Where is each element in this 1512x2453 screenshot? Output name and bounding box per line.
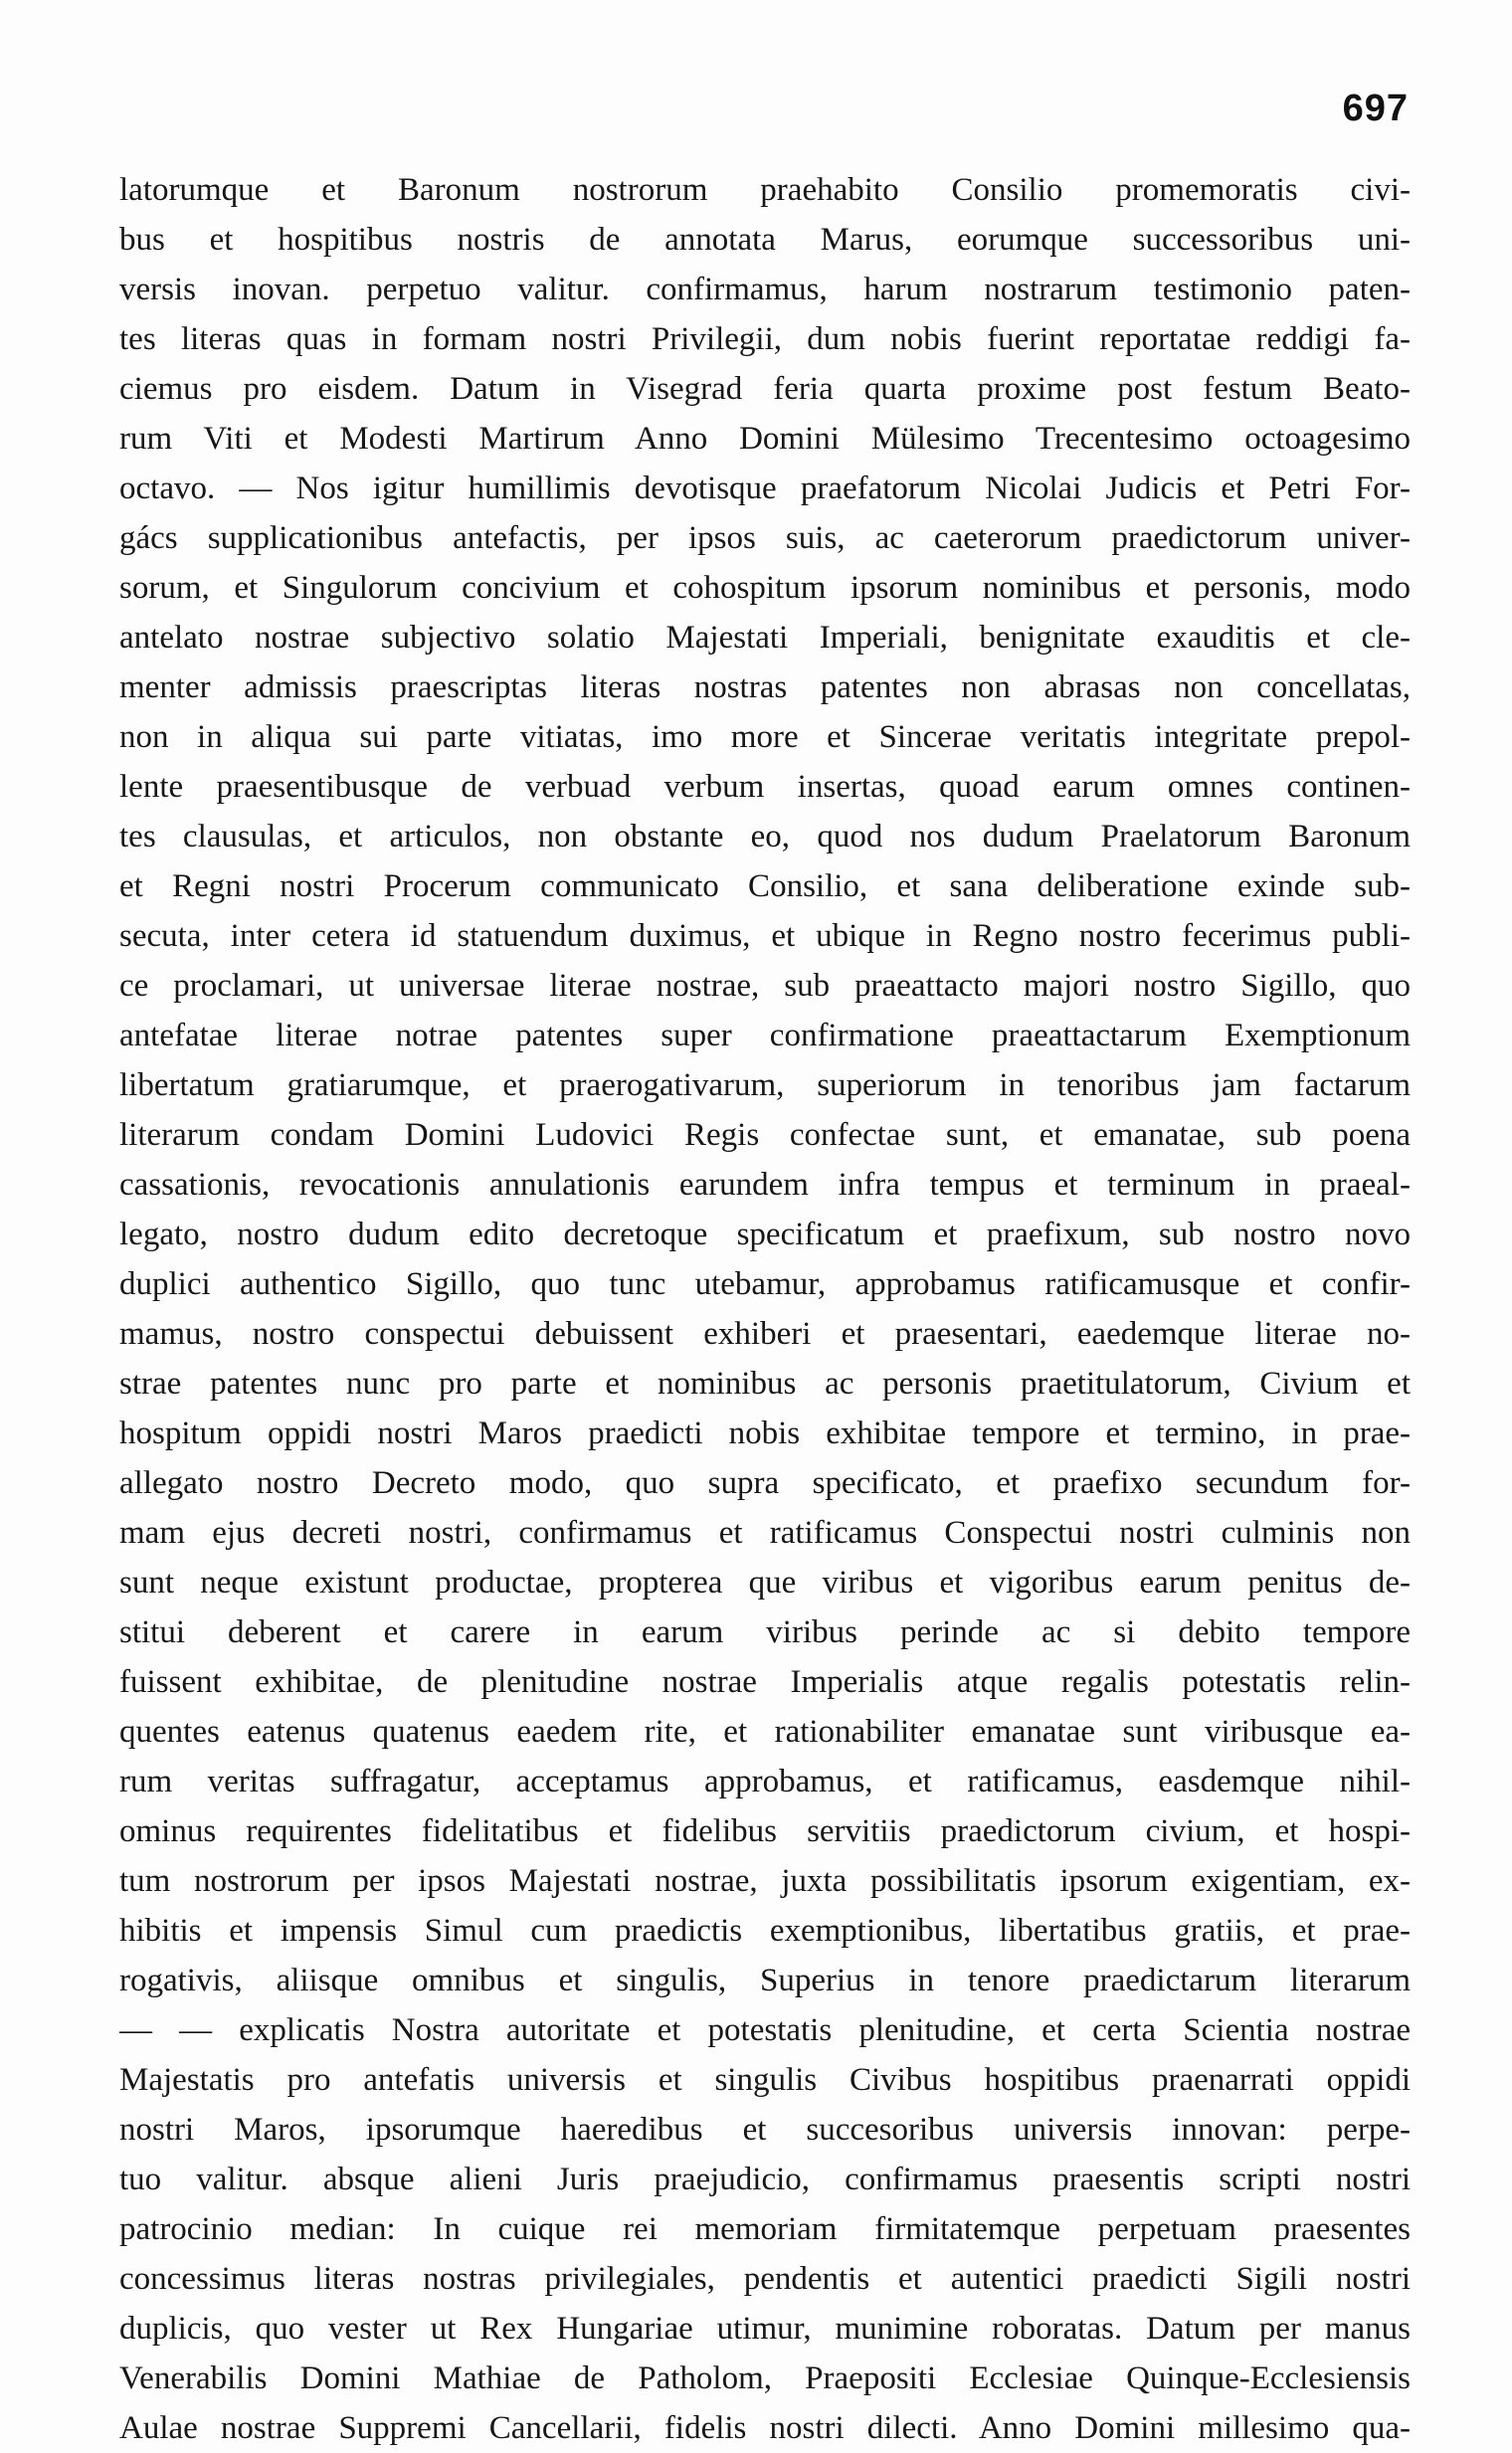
text-line: ce proclamari, ut universae literae nostrae, sub praeattacto majori nostro Sigillo, quo	[119, 968, 1411, 1004]
text-line: Majestatis pro antefatis universis et singulis Civibus hospitibus praenarrati oppidi	[119, 2062, 1411, 2098]
text-line: hibitis et impensis Simul cum praedictis exemptionibus, libertatibus gratiis, et prae-	[119, 1913, 1411, 1949]
text-line: rum veritas suffragatur, acceptamus approbamus, et ratificamus, easdemque nihil-	[119, 1764, 1411, 1799]
page-number: 697	[1342, 88, 1409, 129]
text-line: legato, nostro dudum edito decretoque specificatum et praefixum, sub nostro novo	[119, 1217, 1411, 1252]
text-line: lente praesentibusque de verbuad verbum insertas, quoad earum omnes continen-	[119, 769, 1411, 805]
text-line: concessimus literas nostras privilegiales, pendentis et autentici praedicti Sigili nostri	[119, 2261, 1411, 2297]
text-line: nostri Maros, ipsorumque haeredibus et succesoribus universis innovan: perpe-	[119, 2112, 1411, 2148]
text-line: ominus requirentes fidelitatibus et fidelibus servitiis praedictorum civium, et hospi-	[119, 1813, 1411, 1849]
text-line: octavo. — Nos igitur humillimis devotisque praefatorum Nicolai Judicis et Petri For-	[119, 471, 1411, 506]
text-line: patrocinio median: In cuique rei memoriam firmitatemque perpetuam praesentes	[119, 2211, 1411, 2247]
text-line: rum Viti et Modesti Martirum Anno Domini Mülesimo Trecentesimo octoagesimo	[119, 421, 1411, 457]
text-line: versis inovan. perpetuo valitur. confirmamus, harum nostrarum testimonio paten-	[119, 272, 1411, 307]
text-line: gács supplicationibus antefactis, per ipsos suis, ac caeterorum praedictorum univer-	[119, 520, 1411, 556]
text-line: duplici authentico Sigillo, quo tunc utebamur, approbamus ratificamusque et confir-	[119, 1266, 1411, 1302]
text-line: Aulae nostrae Suppremi Cancellarii, fidelis nostri dilecti. Anno Domini millesimo qua-	[119, 2410, 1411, 2446]
text-line: antefatae literae notrae patentes super confirmatione praeattactarum Exemptionum	[119, 1018, 1411, 1053]
text-line: latorumque et Baronum nostrorum praehabito Consilio promemoratis civi-	[119, 172, 1411, 208]
text-line: tes clausulas, et articulos, non obstante eo, quod nos dudum Praelatorum Baronum	[119, 819, 1411, 854]
text-line: ciemus pro eisdem. Datum in Visegrad feria quarta proxime post festum Beato-	[119, 371, 1411, 407]
text-line: duplicis, quo vester ut Rex Hungariae utimur, munimine roboratas. Datum per manus	[119, 2311, 1411, 2347]
text-line: tes literas quas in formam nostri Privilegii, dum nobis fuerint reportatae reddigi fa-	[119, 321, 1411, 357]
text-line: literarum condam Domini Ludovici Regis confectae sunt, et emanatae, sub poena	[119, 1117, 1411, 1153]
text-line: tum nostrorum per ipsos Majestati nostrae, juxta possibilitatis ipsorum exigentiam, ex-	[119, 1863, 1411, 1899]
text-line: mamus, nostro conspectui debuissent exhiberi et praesentari, eaedemque literae no-	[119, 1316, 1411, 1352]
text-line: sorum, et Singulorum concivium et cohospitum ipsorum nominibus et personis, modo	[119, 570, 1411, 606]
text-line: mam ejus decreti nostri, confirmamus et ratificamus Conspectui nostri culminis non	[119, 1515, 1411, 1551]
text-line: tuo valitur. absque alieni Juris praejudicio, confirmamus praesentis scripti nostri	[119, 2162, 1411, 2197]
text-line: stitui deberent et carere in earum viribus perinde ac si debito tempore	[119, 1614, 1411, 1650]
text-line: rogativis, aliisque omnibus et singulis, Superius in tenore praedictarum literarum	[119, 1963, 1411, 1998]
text-line: secuta, inter cetera id statuendum duximus, et ubique in Regno nostro fecerimus publi-	[119, 918, 1411, 954]
text-line: menter admissis praescriptas literas nostras patentes non abrasas non concellatas,	[119, 669, 1411, 705]
text-line: et Regni nostri Procerum communicato Consilio, et sana deliberatione exinde sub-	[119, 868, 1411, 904]
text-line: allegato nostro Decreto modo, quo supra specificato, et praefixo secundum for-	[119, 1465, 1411, 1501]
text-line: libertatum gratiarumque, et praerogativarum, superiorum in tenoribus jam factarum	[119, 1067, 1411, 1103]
text-line: sunt neque existunt productae, propterea que viribus et vigoribus earum penitus de-	[119, 1565, 1411, 1601]
text-line: non in aliqua sui parte vitiatas, imo more et Sincerae veritatis integritate prepol-	[119, 719, 1411, 755]
text-line: — — explicatis Nostra autoritate et potestatis plenitudine, et certa Scientia nostrae	[119, 2012, 1411, 2048]
text-line: strae patentes nunc pro parte et nominibus ac personis praetitulatorum, Civium et	[119, 1366, 1411, 1402]
text-line: quentes eatenus quatenus eaedem rite, et rationabiliter emanatae sunt viribusque ea-	[119, 1714, 1411, 1750]
text-line: cassationis, revocationis annulationis earundem infra tempus et terminum in praeal-	[119, 1167, 1411, 1203]
body-text	[119, 165, 1411, 2453]
text-line: Venerabilis Domini Mathiae de Patholom, Praepositi Ecclesiae Quinque-Ecclesiensis	[119, 2360, 1411, 2396]
text-line: hospitum oppidi nostri Maros praedicti nobis exhibitae tempore et termino, in prae-	[119, 1415, 1411, 1451]
text-line: bus et hospitibus nostris de annotata Marus, eorumque successoribus uni-	[119, 222, 1411, 258]
text-line: antelato nostrae subjectivo solatio Majestati Imperiali, benignitate exauditis et cle-	[119, 620, 1411, 656]
text-line: fuissent exhibitae, de plenitudine nostrae Imperialis atque regalis potestatis relin-	[119, 1664, 1411, 1700]
